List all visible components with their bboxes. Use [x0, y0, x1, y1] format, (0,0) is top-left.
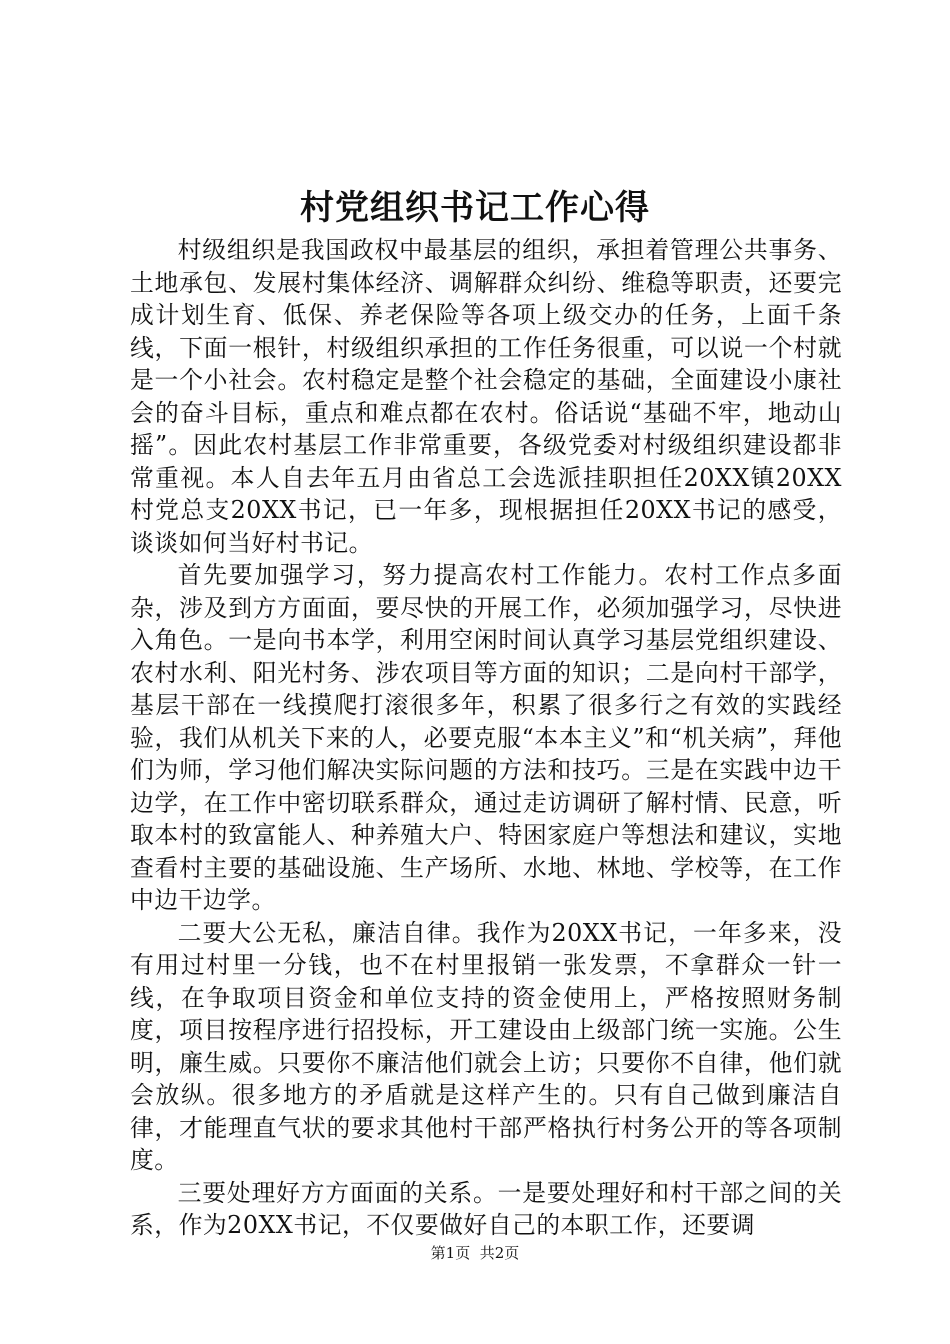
footer-spacer: [470, 1244, 480, 1262]
document-title: 村党组织书记工作心得: [300, 188, 650, 228]
paragraph-1: 村级组织是我国政权中最基层的组织，承担着管理公共事务、土地承包、发展村集体经济、调解群众纠纷、维稳等职责，还要完成计划生育、低保、养老保险等各项上级交办的任务，上面千条线，下面一根针，村级组织承担的工作任务很重，可以说一个村就是一个小社会。农村稳定是整个社会稳定的基础，全面建设小康社会的奋斗目标，重点和难点都在农村。俗话说“基础不牢，地动山摇”。因此农村基层工作非常重要，各级党委对村级组织建设都非常重视。本人自去年五月由省总工会选派挂职担任20XX镇20XX村党总支20XX书记，已一年多，现根据担任20XX书记的感受，谈谈如何当好村书记。: [130, 236, 842, 557]
page-number: 第1页: [430, 1244, 471, 1262]
paragraph-2: 首先要加强学习，努力提高农村工作能力。农村工作点多面杂，涉及到方方面面，要尽快的开展工作，必须加强学习，尽快进入角色。一是向书本学，利用空闲时间认真学习基层党组织建设、农村水利、阳光村务、涉农项目等方面的知识；二是向村干部学，基层干部在一线摸爬打滚很多年，积累了很多行之有效的实践经验，我们从机关下来的人，必要克服“本本主义”和“机关病”，拜他们为师，学习他们解决实际问题的方法和技巧。三是在实践中边干边学，在工作中密切联系群众，通过走访调研了解村情、民意，听取本村的致富能人、种养殖大户、特困家庭户等想法和建议，实地查看村主要的基础设施、生产场所、水地、林地、学校等，在工作中边干边学。: [130, 561, 842, 914]
paragraph-3: 二要大公无私，廉洁自律。我作为20XX书记，一年多来，没有用过村里一分钱，也不在村里报销一张发票，不拿群众一针一线，在争取项目资金和单位支持的资金使用上，严格按照财务制度，项目按程序进行招投标，开工建设由上级部门统一实施。公生明，廉生威。只要你不廉洁他们就会上访；只要你不自律，他们就会放纵。很多地方的矛盾就是这样产生的。只有自己做到廉洁自律，才能理直气状的要求其他村干部严格执行村务公开的等各项制度。: [130, 918, 842, 1174]
paragraph-4: 三要处理好方方面面的关系。一是要处理好和村干部之间的关系，作为20XX书记，不仅要做好自己的本职工作，还要调: [130, 1178, 842, 1239]
page-footer: [0, 1243, 950, 1263]
page-total: 共2页: [479, 1244, 520, 1262]
document-body: [130, 234, 842, 1242]
